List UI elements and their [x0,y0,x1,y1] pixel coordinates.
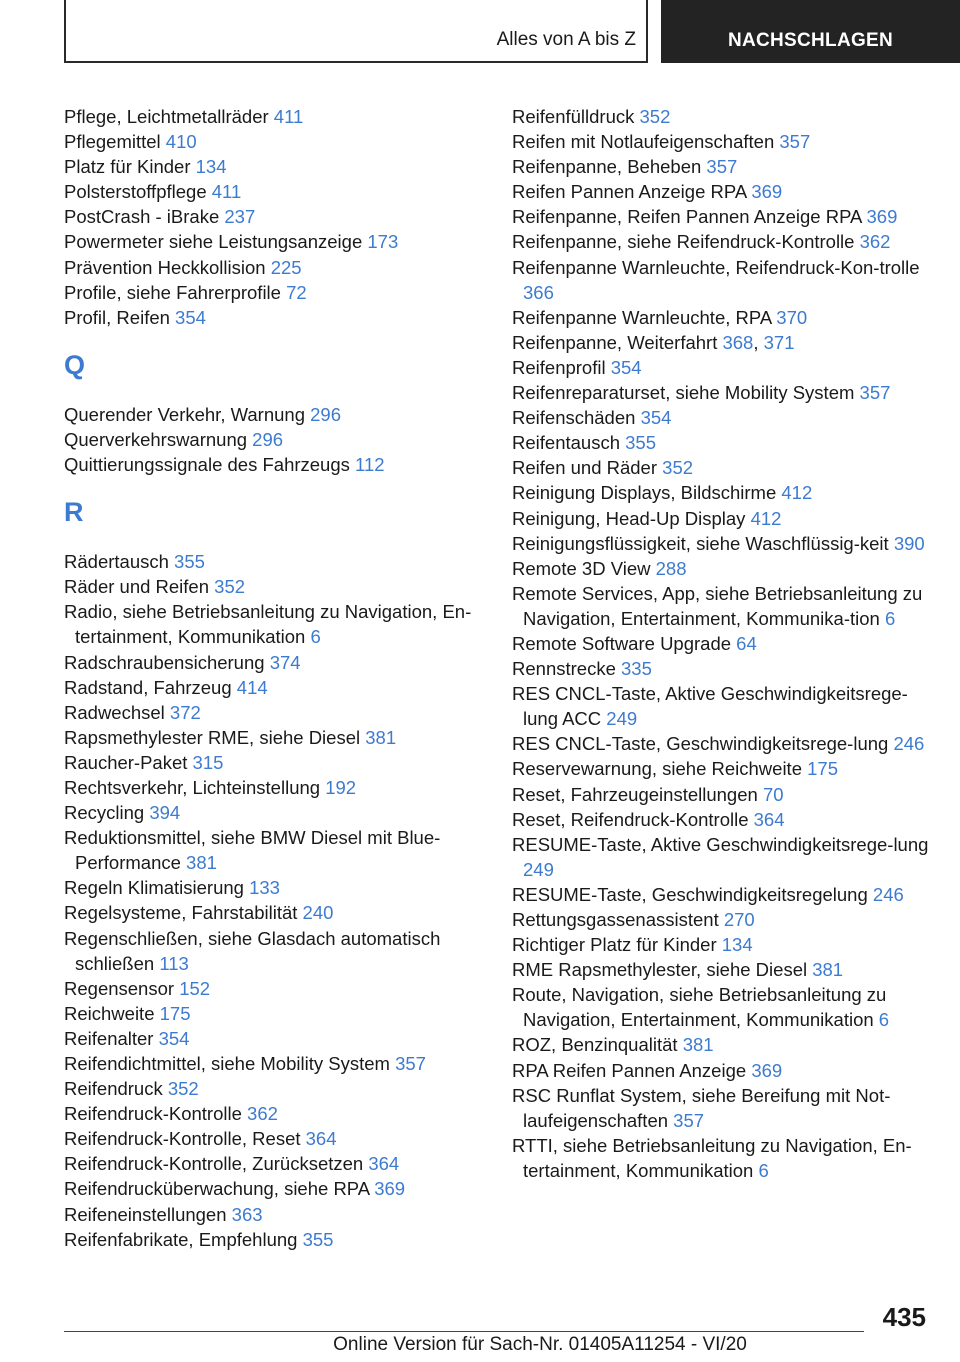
page-reference-link[interactable]: 134 [195,156,227,178]
index-entry [512,957,932,982]
index-entry-term: Reifendruck-Kontrolle [64,1103,242,1125]
page-reference-link[interactable]: 246 [893,733,925,755]
index-entry [64,1126,504,1151]
index-entry-term: Platz für Kinder [64,156,191,178]
index-entry [512,531,932,556]
page-reference-link[interactable]: 371 [763,331,795,353]
index-entry [64,1151,504,1176]
index-entry [512,907,932,932]
index-entry [64,1227,504,1252]
page-reference-link[interactable]: 6 [758,1159,769,1181]
index-entry [64,599,504,649]
index-entry [64,129,504,154]
index-entry [512,179,932,204]
index-entry-term: Regenschließen, siehe Glasdach automatisch schließen [64,927,441,974]
index-entry [64,926,504,976]
page-reference-link[interactable]: 372 [169,701,201,723]
index-entry-term: Reifenschäden [512,407,636,429]
index-entry [512,380,932,405]
page-reference-link[interactable]: 249 [523,858,554,880]
index-entry-term: RES CNCL-Taste, Geschwindigkeitsrege-lung [512,733,889,755]
index-entry [64,402,504,427]
page-reference-link[interactable]: 357 [779,131,811,153]
page-reference-link[interactable]: 410 [165,131,197,153]
index-entry [64,1176,504,1201]
index-entry-term: Reifenreparaturset, siehe Mobility System [512,382,855,404]
index-entry-term: Reifenprofil [512,356,606,378]
index-entry [64,800,504,825]
page-reference-link[interactable]: 362 [859,231,891,253]
index-entry [512,480,932,505]
page-reference-link[interactable]: 354 [610,356,642,378]
index-entry-term: Polsterstoffpflege [64,181,207,203]
index-entry [64,700,504,725]
page-reference-link[interactable]: 352 [167,1078,199,1100]
page-reference-link[interactable]: 270 [723,909,755,930]
page-reference-link[interactable]: 369 [374,1178,406,1200]
page-reference-link[interactable]: 412 [750,507,782,529]
index-entry [512,455,932,480]
page-reference-link[interactable]: 355 [302,1228,334,1250]
index-entry-term: Richtiger Platz für Kinder [512,934,717,956]
page-reference-link[interactable]: 414 [236,676,268,698]
index-entry [512,731,932,756]
index-entry [512,1032,932,1057]
index-entry-term: Regelsysteme, Fahrstabilität [64,902,298,924]
index-entry-term: Reifendruck-Kontrolle, Reset [64,1128,301,1150]
page-reference-link[interactable]: 362 [247,1103,278,1125]
index-entry-term: Reifenalter [64,1027,154,1049]
index-entry-term: Remote Services, App, siehe Betriebsanleitung zu Navigation, Entertainment, Kommunika-tion [512,582,923,629]
index-entry [512,154,932,179]
section-title: Alles von A bis Z [496,29,636,50]
page-reference-link[interactable]: 366 [523,281,554,303]
index-entry-term: Reifen Pannen Anzeige RPA [512,181,747,203]
page-reference-link[interactable]: 225 [270,256,302,278]
page-reference-link[interactable]: 374 [269,651,301,673]
index-entry [512,932,932,957]
page-reference-link[interactable]: 390 [893,532,925,554]
page-reference-link[interactable]: 355 [625,432,656,454]
page-reference-link[interactable]: 240 [302,902,334,924]
page-reference-link[interactable]: 355 [174,551,205,573]
index-entry-term: Räder und Reifen [64,576,210,598]
index-letter-heading: Q [64,349,86,380]
index-entry [64,976,504,1001]
index-entry-term: RESUME-Taste, Geschwindigkeitsregelung [512,883,868,905]
page-reference-link[interactable]: 296 [252,428,284,450]
index-entry-term: Reifentausch [512,432,620,454]
index-entry [512,882,932,907]
footer [0,1334,960,1356]
index-entry-term: Quittierungssignale des Fahrzeugs [64,454,350,476]
index-entry-term: Reduktionsmittel, siehe BMW Diesel mit Blue-Performance [64,827,441,874]
page-reference-link[interactable]: 369 [751,1059,783,1081]
index-column-left [64,104,504,1252]
index-entry-term: Reifenpanne, siehe Reifendruck-Kontrolle [512,231,855,253]
index-entry [512,1083,932,1133]
index-entry [512,1058,932,1083]
index-entry-term: Reifendruck-Kontrolle, Zurücksetzen [64,1153,364,1175]
index-entry-term: Querender Verkehr, Warnung [64,403,305,425]
index-entry-term: Profil, Reifen [64,306,170,328]
index-entry [64,1001,504,1026]
index-entry-term: Reifenfülldruck [512,106,635,127]
index-entry-term: Rädertausch [64,551,169,573]
index-entry-term: Raucher-Paket [64,751,188,773]
index-entry [512,832,932,882]
index-entry-term: Reinigung, Head-Up Display [512,507,746,529]
index-entry-term: RPA Reifen Pannen Anzeige [512,1059,747,1081]
page-reference-link[interactable]: 352 [639,106,671,127]
page-reference-link[interactable]: 357 [859,382,891,404]
index-entry [64,452,504,477]
page-reference-link[interactable]: 364 [305,1128,337,1150]
index-entry [512,631,932,656]
page-reference-link[interactable]: 357 [706,156,738,178]
page-reference-link[interactable]: 411 [273,106,304,127]
page-reference-link[interactable]: 381 [682,1034,714,1056]
index-entry-term: Rechtsverkehr, Lichteinstellung [64,776,321,798]
index-entry-term: Pflegemittel [64,131,161,153]
index-entry-term: Remote Software Upgrade [512,632,732,654]
page-reference-link[interactable]: 352 [662,457,694,479]
index-entry-term: Reservewarnung, siehe Reichweite [512,758,802,780]
index-entry [512,255,932,305]
page-reference-link[interactable]: 72 [286,281,307,303]
index-entry-term: Reset, Reifendruck-Kontrolle [512,808,749,830]
page-reference-link[interactable]: 246 [872,883,904,905]
page-reference-link[interactable]: 288 [655,557,687,579]
index-entry-term: Reichweite [64,1002,155,1024]
index-column-right [512,104,932,1183]
index-entry-term: Radstand, Fahrzeug [64,676,232,698]
page-reference-link[interactable]: 192 [325,776,357,798]
index-entry-term: Remote 3D View [512,557,651,579]
index-entry [64,875,504,900]
page-reference-link[interactable]: 6 [878,1009,890,1031]
page-reference-link[interactable]: 64 [736,632,757,654]
page-reference-link[interactable]: 381 [186,852,217,874]
index-entry [64,179,504,204]
page-reference-link[interactable]: 335 [621,658,652,680]
page-reference-link[interactable]: 381 [365,726,397,748]
index-entry-term: Reifendichtmittel, siehe Mobility System [64,1053,390,1074]
page-reference-link[interactable]: 357 [673,1109,705,1131]
index-entry [512,305,932,330]
page-number: 435 [882,1302,926,1332]
page-reference-link[interactable]: 354 [175,306,206,328]
index-entry-term: Reset, Fahrzeugeinstellungen [512,783,758,805]
page-reference-link[interactable]: 315 [192,751,224,773]
index-entry [64,650,504,675]
chapter-title: NACHSCHLAGEN [727,30,894,51]
index-entry [512,104,932,129]
page-reference-link[interactable]: 369 [866,206,898,228]
page-reference-link[interactable]: 352 [214,576,246,598]
page-reference-link[interactable]: 249 [606,708,638,730]
footer-divider [64,1331,864,1332]
index-entry [512,506,932,531]
page-reference-link[interactable]: 113 [159,952,189,974]
index-entry-term: Route, Navigation, siehe Betriebsanleitung zu Navigation, Entertainment, Kommunikation [512,984,887,1031]
index-entry [512,556,932,581]
index-entry [64,1202,504,1227]
index-entry [64,154,504,179]
index-entry-term: RSC Runflat System, siehe Bereifung mit Not-laufeigenschaften [512,1084,891,1131]
index-entry-term: Reifendrucküberwachung, siehe RPA [64,1178,370,1200]
page-reference-link[interactable]: 152 [179,977,211,999]
index-entry [64,775,504,800]
index-entry [512,204,932,229]
index-entry [512,982,932,1032]
index-entry [512,782,932,807]
section-header-box [64,0,648,63]
index-entry [512,355,932,380]
index-entry [64,427,504,452]
index-entry [64,1076,504,1101]
index-entry [512,405,932,430]
index-entry [64,305,504,330]
index-entry-term: Reifenpanne, Beheben [512,156,702,178]
index-entry-term: Profile, siehe Fahrerprofile [64,281,281,303]
index-entry [64,574,504,599]
page-reference-link[interactable]: 381 [812,959,844,981]
page-reference-link[interactable]: 369 [751,181,783,203]
index-entry [512,756,932,781]
index-entry [512,581,932,631]
index-entry-term: Reifeneinstellungen [64,1203,227,1225]
index-entry [64,1051,504,1076]
index-entry-term: Reifendruck [64,1078,163,1100]
page-reference-link[interactable]: 411 [211,181,242,203]
index-entry-term: Reifen mit Notlaufeigenschaften [512,131,775,153]
index-entry-term: RES CNCL-Taste, Aktive Geschwindigkeitsrege-lung ACC [512,683,908,730]
index-entry [64,900,504,925]
page-reference-link[interactable]: 173 [367,231,399,253]
index-entry-term: Reifen und Räder [512,457,658,479]
index-entry-term: Querverkehrswarnung [64,428,248,450]
index-entry [512,129,932,154]
page-reference-link[interactable]: 364 [753,808,785,830]
index-entry: Reifenpanne, Weiterfahrt 368, 371 [512,331,795,353]
index-entry-term: PostCrash - iBrake [64,206,220,228]
page-reference-link[interactable]: 394 [149,802,181,824]
page-header [0,0,960,66]
page-reference-link[interactable]: 134 [721,934,753,956]
index-entry [512,656,932,681]
page-reference-link[interactable]: 112 [355,454,385,476]
index-entry [64,675,504,700]
page-reference-link[interactable]: 296 [310,403,341,425]
index-entry [512,1133,932,1183]
page-reference-link[interactable]: 354 [158,1027,190,1049]
index-entry-term: ROZ, Benzinqualität [512,1034,678,1056]
index-entry-term: Rennstrecke [512,658,616,680]
index-entry [64,104,504,129]
index-entry [512,430,932,455]
index-entry-term: RTTI, siehe Betriebsanleitung zu Navigation, En-tertainment, Kommunikation [512,1134,912,1181]
index-entry-term: Radschraubensicherung [64,651,265,673]
index-entry-term: Radio, siehe Betriebsanleitung zu Navigation, En-tertainment, Kommunikation [64,601,472,648]
index-entry [64,825,504,875]
index-entry-term: Pflege, Leichtmetallräder [64,106,269,127]
index-entry [64,1101,504,1126]
index-entry-term: Reinigungsflüssigkeit, siehe Waschflüssig-keit [512,532,889,554]
index-letter-heading: R [64,497,84,528]
index-entry [64,725,504,750]
index-entry [64,1026,504,1051]
index-entry [512,807,932,832]
page-reference-link[interactable]: 70 [762,783,784,805]
chapter-tab [661,0,960,63]
index-entry-term: Regensensor [64,977,175,999]
index-entry-term: Powermeter siehe Leistungsanzeige [64,231,363,253]
footer-text: Online Version für Sach-Nr. 01405A11254 - VI/20 [333,1334,747,1355]
index-entry [64,204,504,229]
page-reference-link[interactable]: 175 [807,758,838,780]
page-reference-link[interactable]: 133 [249,877,280,899]
index-entry-term: Prävention Heckkollision [64,256,266,278]
index-entry-term: Reifenpanne Warnleuchte, RPA [512,306,772,328]
index-entry-term: Reifenpanne, Reifen Pannen Anzeige RPA [512,206,862,228]
index-entry [64,750,504,775]
index-entry [64,280,504,305]
index-entry-term: RME Rapsmethylester, siehe Diesel [512,959,808,981]
page-reference-link[interactable]: 354 [640,407,672,429]
index-entry-term: Reifenpanne Warnleuchte, Reifendruck-Kon-trolle [512,256,920,278]
index-entry [64,549,504,574]
page-reference-link[interactable]: 370 [776,306,808,328]
index-entry-term: Regeln Klimatisierung [64,877,244,899]
index-entry-term: Rapsmethylester RME, siehe Diesel [64,726,361,748]
index-entry-term: Radwechsel [64,701,165,723]
index-entry [64,229,504,254]
page-reference-link[interactable]: 368 [722,331,754,353]
page-reference-link[interactable]: 363 [231,1203,263,1225]
page-reference-link[interactable]: 412 [781,482,813,504]
index-entry-term: RESUME-Taste, Aktive Geschwindigkeitsrege-lung [512,833,929,855]
index-entry [64,255,504,280]
index-entry-term: Rettungsgassenassistent [512,909,719,930]
index-entry-term: Recycling [64,802,145,824]
page-reference-link[interactable]: 357 [395,1053,426,1074]
page-reference-link[interactable]: 175 [159,1002,191,1024]
index-entry-term: Reifenpanne, Weiterfahrt [512,331,718,353]
index-entry-term: Reinigung Displays, Bildschirme [512,482,777,504]
page-reference-link[interactable]: 6 [884,607,896,629]
page-reference-link[interactable]: 364 [368,1153,400,1175]
page-reference-link[interactable]: 6 [310,626,321,648]
index-entry [512,229,932,254]
page-reference-link[interactable]: 237 [224,206,256,228]
index-entry [512,681,932,731]
index-entry-term: Reifenfabrikate, Empfehlung [64,1228,298,1250]
